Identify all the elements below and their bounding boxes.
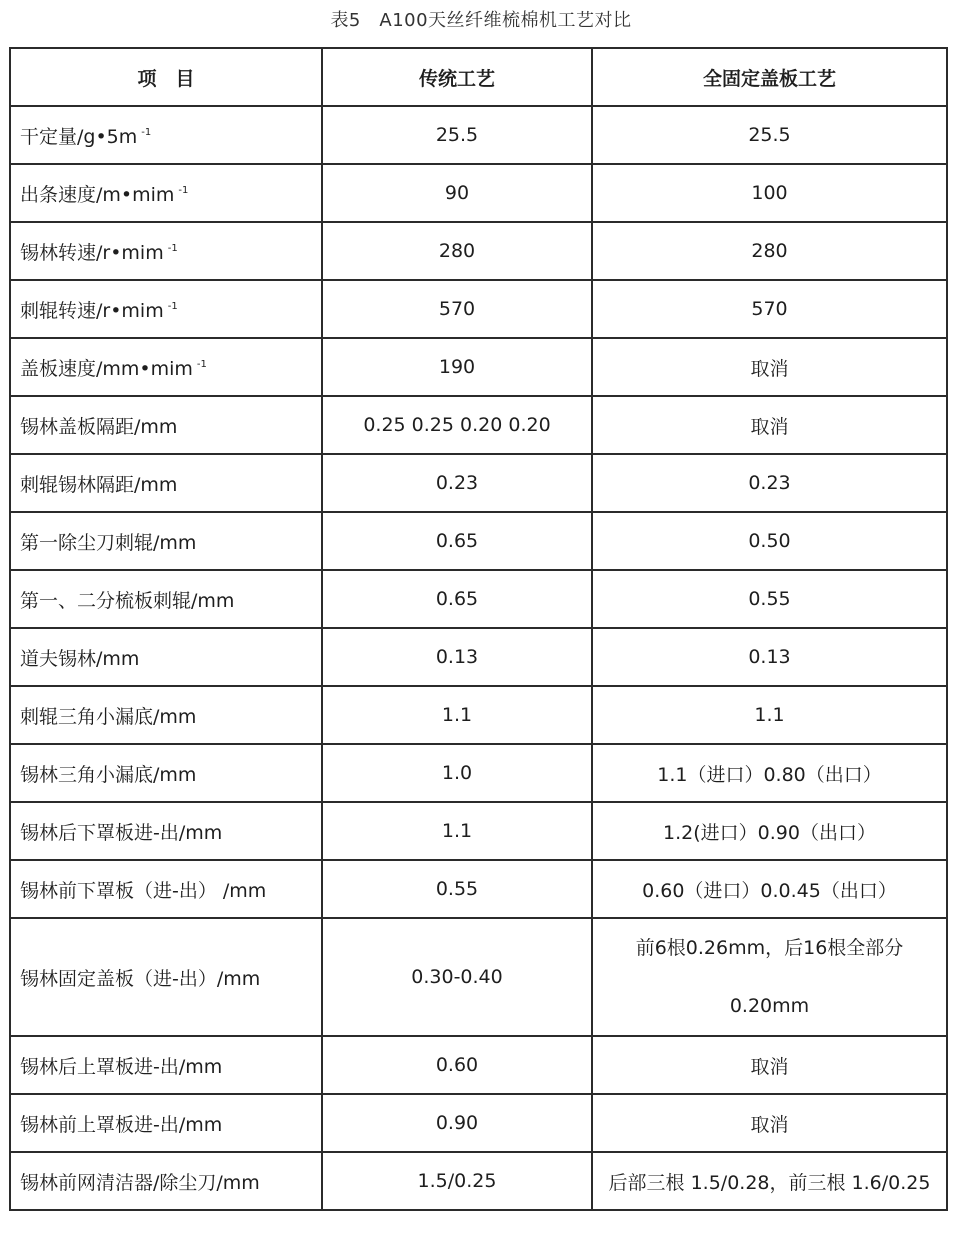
table-row [10, 164, 947, 222]
header-traditional: 传统工艺 [322, 48, 592, 106]
header-item: 项 目 [10, 48, 322, 106]
item-cell: 锡林三角小漏底/mm [10, 744, 322, 802]
item-cell [10, 106, 322, 164]
comparison-table [9, 47, 948, 1211]
item-cell [10, 338, 322, 396]
unit-exponent: -1 [167, 243, 178, 255]
item-cell: 锡林固定盖板（进-出）/mm [10, 918, 322, 1036]
traditional-cell: 0.65 [322, 570, 592, 628]
traditional-cell: 1.1 [322, 802, 592, 860]
unit-exponent: -1 [178, 185, 189, 197]
item-label: 出条速度/m•mim [20, 183, 175, 206]
fixed-cell: 后部三根 1.5/0.28，前三根 1.6/0.25 [592, 1152, 947, 1210]
table-row [10, 280, 947, 338]
traditional-cell: 0.23 [322, 454, 592, 512]
table-row [10, 860, 947, 918]
fixed-cell-line-1: 前6根0.26mm，后16根全部分 [635, 937, 904, 959]
table-row [10, 1152, 947, 1210]
fixed-cell: 280 [592, 222, 947, 280]
unit-exponent: -1 [167, 301, 178, 313]
fixed-cell: 0.55 [592, 570, 947, 628]
table-row [10, 396, 947, 454]
fixed-cell: 取消 [592, 338, 947, 396]
fixed-cell: 取消 [592, 1036, 947, 1094]
traditional-cell: 90 [322, 164, 592, 222]
traditional-cell: 25.5 [322, 106, 592, 164]
traditional-cell: 0.65 [322, 512, 592, 570]
fixed-cell: 1.1（进口）0.80（出口） [592, 744, 947, 802]
fixed-cell [592, 918, 947, 1036]
item-label: 盖板速度/mm•mim [20, 357, 193, 380]
table-row [10, 744, 947, 802]
item-cell: 道夫锡林/mm [10, 628, 322, 686]
item-cell: 刺辊三角小漏底/mm [10, 686, 322, 744]
table-caption: 表5 A100天丝纤维梳棉机工艺对比 [330, 10, 632, 31]
table-row [10, 686, 947, 744]
traditional-cell: 190 [322, 338, 592, 396]
fixed-cell: 0.50 [592, 512, 947, 570]
traditional-cell: 0.13 [322, 628, 592, 686]
unit-exponent: -1 [196, 359, 207, 371]
item-cell: 锡林后上罩板进-出/mm [10, 1036, 322, 1094]
traditional-cell: 1.1 [322, 686, 592, 744]
fixed-cell: 0.13 [592, 628, 947, 686]
item-label: 锡林转速/r•mim [20, 241, 164, 264]
item-cell [10, 222, 322, 280]
item-cell: 锡林前网清洁器/除尘刀/mm [10, 1152, 322, 1210]
table-row [10, 918, 947, 1036]
item-cell: 锡林后下罩板进-出/mm [10, 802, 322, 860]
fixed-cell: 取消 [592, 1094, 947, 1152]
fixed-cell-line-2: 0.20mm [729, 995, 810, 1017]
traditional-cell: 1.0 [322, 744, 592, 802]
table-row [10, 628, 947, 686]
item-cell: 锡林前下罩板（进-出） /mm [10, 860, 322, 918]
item-cell: 锡林盖板隔距/mm [10, 396, 322, 454]
item-cell: 锡林前上罩板进-出/mm [10, 1094, 322, 1152]
fixed-cell: 1.2(进口）0.90（出口） [592, 802, 947, 860]
table-row [10, 106, 947, 164]
fixed-cell: 100 [592, 164, 947, 222]
fixed-cell: 0.23 [592, 454, 947, 512]
item-cell: 第一、二分梳板刺辊/mm [10, 570, 322, 628]
table-row [10, 1094, 947, 1152]
traditional-cell: 570 [322, 280, 592, 338]
fixed-cell: 1.1 [592, 686, 947, 744]
fixed-cell: 取消 [592, 396, 947, 454]
traditional-cell: 280 [322, 222, 592, 280]
table-row [10, 338, 947, 396]
header-row [10, 48, 947, 106]
table-row [10, 222, 947, 280]
item-cell: 第一除尘刀刺辊/mm [10, 512, 322, 570]
item-cell [10, 280, 322, 338]
table-row [10, 512, 947, 570]
fixed-cell: 25.5 [592, 106, 947, 164]
traditional-cell: 0.90 [322, 1094, 592, 1152]
table-row [10, 454, 947, 512]
fixed-cell: 570 [592, 280, 947, 338]
traditional-cell: 0.30-0.40 [322, 918, 592, 1036]
item-cell [10, 164, 322, 222]
traditional-cell: 0.55 [322, 860, 592, 918]
table-row [10, 802, 947, 860]
unit-exponent: -1 [141, 127, 152, 139]
table-row [10, 570, 947, 628]
fixed-cell: 0.60（进口）0.0.45（出口） [592, 860, 947, 918]
item-cell: 刺辊锡林隔距/mm [10, 454, 322, 512]
traditional-cell: 0.25 0.25 0.20 0.20 [322, 396, 592, 454]
item-label: 刺辊转速/r•mim [20, 299, 164, 322]
traditional-cell: 0.60 [322, 1036, 592, 1094]
table-row [10, 1036, 947, 1094]
traditional-cell: 1.5/0.25 [322, 1152, 592, 1210]
item-label: 干定量/g•5m [20, 125, 138, 148]
header-fixed-flat: 全固定盖板工艺 [592, 48, 947, 106]
